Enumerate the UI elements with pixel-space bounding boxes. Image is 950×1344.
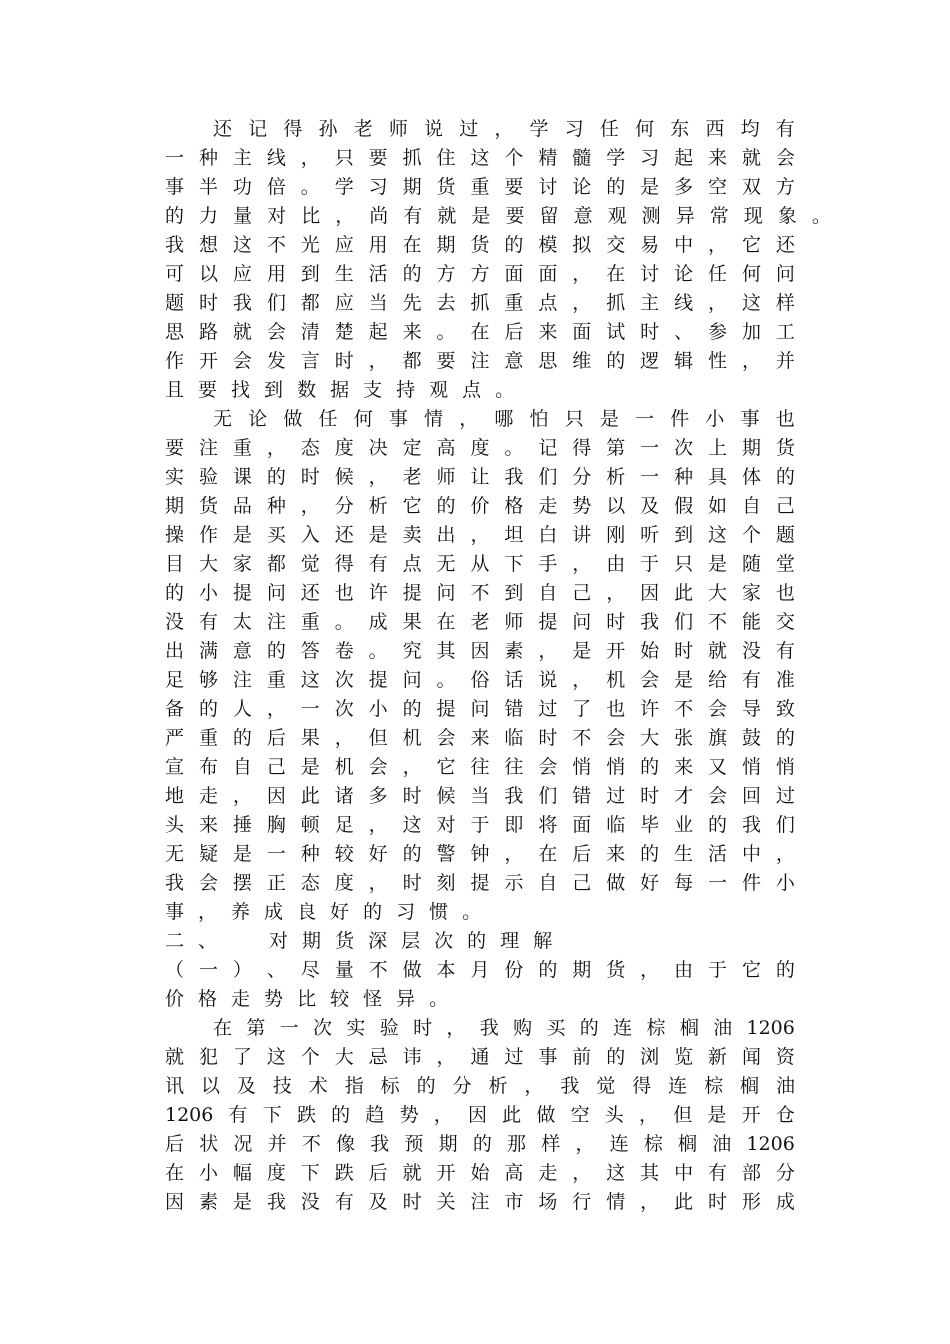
body-text bbox=[165, 115, 831, 1217]
text-line: 没 有 太 注 重 。 成 果 在 老 师 提 问 时 我 们 不 能 交 bbox=[165, 611, 795, 633]
text-line: 足 够 注 重 这 次 提 问 。 俗 话 说 ， 机 会 是 给 有 准 bbox=[165, 669, 795, 691]
text-line: 就 犯 了 这 个 大 忌 讳 ， 通 过 事 前 的 浏 览 新 闻 资 bbox=[165, 1046, 795, 1068]
text-line: 备 的 人 ， 一 次 小 的 提 问 错 过 了 也 许 不 会 导 致 bbox=[165, 698, 795, 720]
text-line: 且 要 找 到 数 据 支 持 观 点 。 bbox=[165, 379, 515, 401]
text-line: （ 一 ） 、 尽 量 不 做 本 月 份 的 期 货 ， 由 于 它 的 bbox=[165, 959, 795, 981]
text-line: 思 路 就 会 清 楚 起 来 。 在 后 来 面 试 时 、 参 加 工 bbox=[165, 321, 795, 343]
text-line: 操 作 是 买 入 还 是 卖 出 ， 坦 白 讲 刚 听 到 这 个 题 bbox=[165, 524, 795, 546]
section-heading: 二 、 对 期 货 深 层 次 的 理 解 bbox=[165, 930, 553, 952]
text-line: 严 重 的 后 果 ， 但 机 会 来 临 时 不 会 大 张 旗 鼓 的 bbox=[165, 727, 795, 749]
text-line: 在 小 幅 度 下 跌 后 就 开 始 高 走 ， 这 其 中 有 部 分 bbox=[165, 1162, 795, 1184]
text-line: 题 时 我 们 都 应 当 先 去 抓 重 点 ， 抓 主 线 ， 这 样 bbox=[165, 292, 795, 314]
text-line: 的 小 提 问 还 也 许 提 问 不 到 自 己 ， 因 此 大 家 也 bbox=[165, 582, 795, 604]
text-line: 要 注 重 ， 态 度 决 定 高 度 。 记 得 第 一 次 上 期 货 bbox=[165, 437, 795, 459]
text-line: 我 想 这 不 光 应 用 在 期 货 的 模 拟 交 易 中 ， 它 还 bbox=[165, 234, 795, 256]
text-line: 讯 以 及 技 术 指 标 的 分 析 ， 我 觉 得 连 棕 榈 油 bbox=[165, 1075, 795, 1097]
text-line: 的 力 量 对 比 ， 尚 有 就 是 要 留 意 观 测 异 常 现 象 。 bbox=[165, 205, 831, 227]
text-line: 价 格 走 势 比 较 怪 异 。 bbox=[165, 988, 449, 1010]
text-line: 我 会 摆 正 态 度 ， 时 刻 提 示 自 己 做 好 每 一 件 小 bbox=[165, 872, 795, 894]
text-line: 无 论 做 任 何 事 情 ， 哪 怕 只 是 一 件 小 事 也 bbox=[213, 408, 795, 430]
text-line: 出 满 意 的 答 卷 。 究 其 因 素 ， 是 开 始 时 就 没 有 bbox=[165, 640, 795, 662]
text-line: 可 以 应 用 到 生 活 的 方 方 面 面 ， 在 讨 论 任 何 问 bbox=[165, 263, 795, 285]
text-line: 地 走 ， 因 此 诸 多 时 候 当 我 们 错 过 时 才 会 回 过 bbox=[165, 785, 795, 807]
text-line: 事 半 功 倍 。 学 习 期 货 重 要 讨 论 的 是 多 空 双 方 bbox=[165, 176, 795, 198]
text-line: 实 验 课 的 时 候 ， 老 师 让 我 们 分 析 一 种 具 体 的 bbox=[165, 466, 795, 488]
text-line: 1206 有 下 跌 的 趋 势 ， 因 此 做 空 头 ， 但 是 开 仓 bbox=[165, 1104, 795, 1126]
text-line: 还 记 得 孙 老 师 说 过 ， 学 习 任 何 东 西 均 有 bbox=[213, 118, 795, 140]
text-line: 目 大 家 都 觉 得 有 点 无 从 下 手 ， 由 于 只 是 随 堂 bbox=[165, 553, 795, 575]
text-line: 一 种 主 线 ， 只 要 抓 住 这 个 精 髓 学 习 起 来 就 会 bbox=[165, 147, 795, 169]
text-line: 宣 布 自 己 是 机 会 ， 它 往 往 会 悄 悄 的 来 又 悄 悄 bbox=[165, 756, 795, 778]
text-line: 无 疑 是 一 种 较 好 的 警 钟 ， 在 后 来 的 生 活 中 ， bbox=[165, 843, 795, 865]
text-line: 期 货 品 种 ， 分 析 它 的 价 格 走 势 以 及 假 如 自 己 bbox=[165, 495, 795, 517]
text-line: 头 来 捶 胸 顿 足 ， 这 对 于 即 将 面 临 毕 业 的 我 们 bbox=[165, 814, 795, 836]
text-line: 事 ， 养 成 良 好 的 习 惯 。 bbox=[165, 901, 482, 923]
text-line: 在 第 一 次 实 验 时 ， 我 购 买 的 连 棕 榈 油 1206 bbox=[213, 1017, 795, 1039]
text-line: 因 素 是 我 没 有 及 时 关 注 市 场 行 情 ， 此 时 形 成 bbox=[165, 1191, 795, 1213]
text-line: 后 状 况 并 不 像 我 预 期 的 那 样 ， 连 棕 榈 油 1206 bbox=[165, 1133, 795, 1155]
text-line: 作 开 会 发 言 时 ， 都 要 注 意 思 维 的 逻 辑 性 ， 并 bbox=[165, 350, 795, 372]
